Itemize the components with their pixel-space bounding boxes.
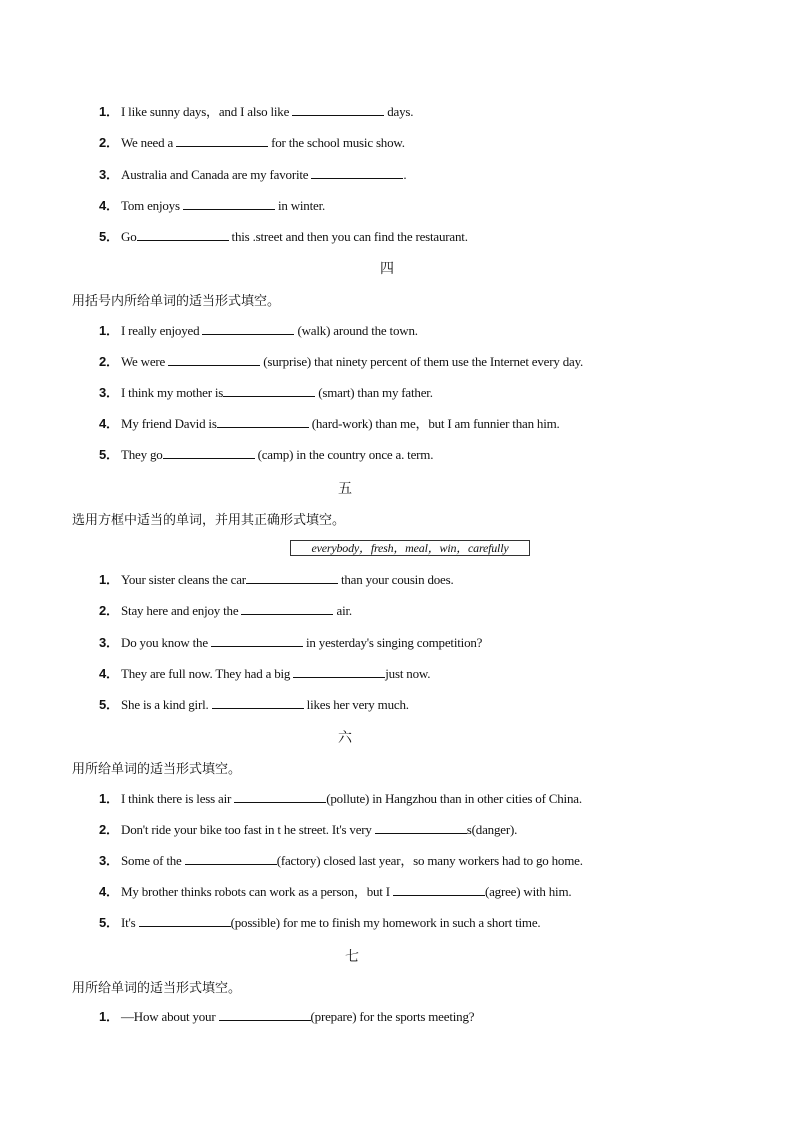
question-number: 4． [99,416,119,431]
answer-blank[interactable] [137,228,229,241]
question-text-b: air. [333,603,352,618]
s3-question-2 [99,134,405,151]
question-number: 2． [99,135,119,150]
question-number: 4． [99,884,119,899]
question-text-b: (smart) than my father. [315,385,433,400]
s4-question-4 [99,415,560,432]
question-text-a: It's [121,915,139,930]
s3-question-1 [99,103,413,120]
word-bank-box: everybody，fresh，meal，win，carefully [290,540,530,556]
question-text-a: Some of the [121,853,185,868]
answer-blank[interactable] [212,696,304,709]
question-number: 5． [99,229,119,244]
question-number: 3． [99,635,119,650]
s5-question-2 [99,602,352,619]
answer-blank[interactable] [223,384,315,397]
question-text-a: Go [121,229,137,244]
question-text-a: Stay here and enjoy the [121,603,242,618]
question-number: 4． [99,198,119,213]
question-text-b: in winter. [274,198,326,213]
question-number: 3． [99,385,119,400]
question-number: 2． [99,603,119,618]
answer-blank[interactable] [393,883,485,896]
question-text-b: this .street and then you can find the restaurant. [228,229,468,244]
answer-blank[interactable] [234,790,326,803]
section-heading-6: 六 [338,730,352,746]
s6-question-3 [99,852,583,869]
question-text-b: for the school music show. [268,135,405,150]
question-text-a: My friend David is [121,416,217,431]
s6-question-1 [99,790,582,807]
question-text-b: (factory) closed last year，so many workers had to go home. [276,853,583,868]
section-heading-4: 四 [380,261,394,277]
section-4-instruction: 用括号内所给单词的适当形式填空。 [72,294,281,309]
answer-blank[interactable] [219,1008,311,1021]
question-text-b: than your cousin does. [337,572,454,587]
question-number: 2． [99,354,119,369]
question-number: 1． [99,1009,119,1024]
question-text-b: (hard-work) than me，but I am funnier than him. [308,416,560,431]
question-number: 1． [99,791,119,806]
question-number: 1． [99,572,119,587]
question-text-a: I think my mother is [121,385,224,400]
question-text-a: They are full now. They had a big [121,666,294,681]
answer-blank[interactable] [139,914,231,927]
question-number: 5． [99,447,119,462]
s5-question-3 [99,634,482,651]
section-heading-7: 七 [345,949,359,965]
question-text-b: (possible) for me to finish my homework in such a short time. [230,915,541,930]
question-text-b: (pollute) in Hangzhou than in other cities of China. [326,791,582,806]
s4-question-1 [99,322,418,339]
question-text-a: My brother thinks robots can work as a person，but I [121,884,393,899]
question-text-b: (camp) in the country once a. term. [254,447,434,462]
question-text-a: I like sunny days，and I also like [121,104,293,119]
question-text-a: I really enjoyed [121,323,203,338]
answer-blank[interactable] [211,634,303,647]
question-number: 1． [99,104,119,119]
question-text-b: (agree) with him. [484,884,572,899]
question-text-b: days. [384,104,414,119]
question-text-b: (prepare) for the sports meeting? [310,1009,475,1024]
question-text-b: in yesterday's singing competition? [302,635,483,650]
question-text-a: Your sister cleans the car [121,572,246,587]
s3-question-3 [99,166,406,183]
question-text-b: (surprise) that ninety percent of them use the Internet every day. [260,354,584,369]
section-heading-5: 五 [338,481,352,497]
s6-question-2 [99,821,517,838]
s5-question-5 [99,696,409,713]
section-5-instruction: 选用方框中适当的单词，并用其正确形式填空。 [72,513,346,528]
answer-blank[interactable] [293,665,385,678]
question-number: 3． [99,167,119,182]
answer-blank[interactable] [311,166,403,179]
s4-question-2 [99,353,583,370]
answer-blank[interactable] [375,821,467,834]
question-text-a: I think there is less air [121,791,235,806]
s5-question-1 [99,571,454,588]
question-text-b: (walk) around the town. [294,323,418,338]
question-text-a: They go [121,447,163,462]
question-number: 4． [99,666,119,681]
answer-blank[interactable] [168,353,260,366]
question-number: 1． [99,323,119,338]
question-number: 5． [99,915,119,930]
answer-blank[interactable] [183,197,275,210]
s3-question-5 [99,228,468,245]
question-text-a: Don't ride your bike too fast in t he street. It's very [121,822,375,837]
question-text-a: She is a kind girl. [121,697,212,712]
question-number: 3． [99,853,119,868]
answer-blank[interactable] [202,322,294,335]
question-text-a: We need a [121,135,177,150]
answer-blank[interactable] [217,415,309,428]
answer-blank[interactable] [163,446,255,459]
section-7-instruction: 用所给单词的适当形式填空。 [72,981,242,996]
s5-question-4 [99,665,430,682]
question-text-a: Tom enjoys [121,198,183,213]
s6-question-5 [99,914,540,931]
answer-blank[interactable] [185,852,277,865]
s7-question-1 [99,1008,474,1025]
question-text-a: —How about your [121,1009,219,1024]
question-text-b: likes her very much. [303,697,409,712]
question-text-a: Australia and Canada are my favorite [121,167,312,182]
s3-question-4 [99,197,325,214]
answer-blank[interactable] [246,571,338,584]
s6-question-4 [99,883,571,900]
s4-question-5 [99,446,433,463]
question-text-b: s(danger). [466,822,518,837]
question-text-b: just now. [385,666,431,681]
question-text-b: . [403,167,407,182]
question-text-a: We were [121,354,169,369]
s4-question-3 [99,384,433,401]
question-text-a: Do you know the [121,635,211,650]
section-6-instruction: 用所给单词的适当形式填空。 [72,762,242,777]
question-number: 5． [99,697,119,712]
answer-blank[interactable] [241,602,333,615]
answer-blank[interactable] [176,134,268,147]
answer-blank[interactable] [292,103,384,116]
question-number: 2． [99,822,119,837]
